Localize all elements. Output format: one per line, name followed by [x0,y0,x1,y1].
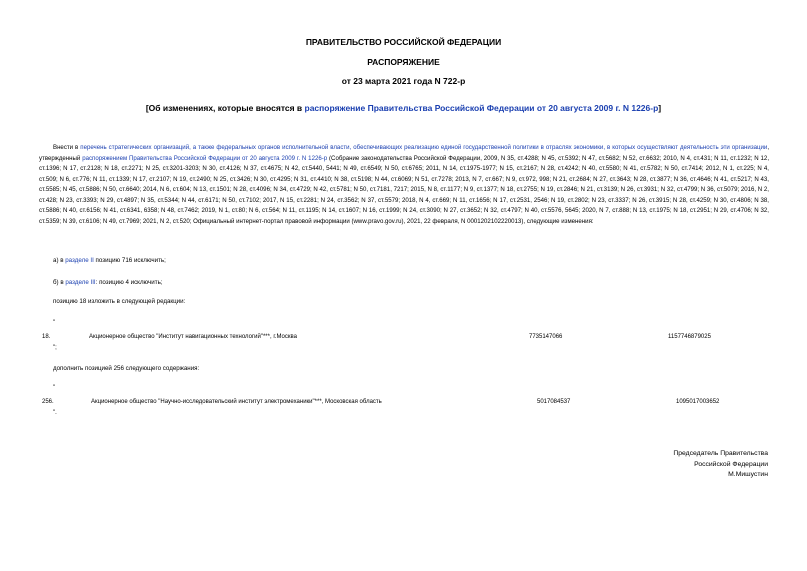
item-position-18: позицию 18 изложить в следующей редакции: [53,298,186,305]
main-text-end: (Собрание законодательства Российской Федерации, 2009, N 35, ст.4288; N 45, ст.5392; N 47, ст.5682; N 52, ст.6632; 2010, N 4, ст.431; N 11, ст.1232; N 12, ст.1396; N 17, ст.2128; N 18, ст.2271; N 25, ст.3201-3203; N 30, ст.4126; N 37, ст.4675; N 42, ст.5440, 5441; N 49, ст.6549; N 50, ст.6765; 2011, N 14, ст.1975-1977; N 15, ст.2167; N 28, ст.4242; N 40, ст.5580; N 41, ст.5782; N 50, ст.7414; 2012, N 1, ст.225; N 4, ст.509; N 6, ст.776; N 11, ст.1339; N 17, ст.2107; N 19, ст.2490; N 25, ст.3426; N 30, ст.4295; N 31, ст.4410; N 38, ст.5198; N 44, ст.6069; N 51, ст.7278; 2013, N 7, ст.667; N 9, ст.972, 998; N 21, ст.2684; N 27, ст.3643; N 28, ст.3877; N 36, ст.4646; N 41, ст.5217; N 43, ст.5585; N 45, ст.5886; N 50, ст.6640; 2014, N 6, ст.604; N 13, ст.1501; N 28, ст.4096; N 34, ст.4729; N 42, ст.5781; N 50, ст.7181, 7217; 2015, N 8, ст.1177; N 9, ст.1377; N 18, ст.2755; N 19, ст.2846; N 21, ст.3139; N 26, ст.3931; N 32, ст.4799; N 36, ст.5079; 2016, N 2, ст.428; N 23, ст.3393; N 29, ст.4897; N 35, ст.5344; N 44, ст.6171; N 50, ст.7102; 2017, N 15, ст.2281; N 24, ст.3562; N 37, ст.5579; 2018, N 4, ст.669; N 11, ст.1656; N 17, ст.2531, 2546; N 19, ст.2802; N 23, ст.3337; N 26, ст.3915; N 28, ст.4259; N 30, ст.4806; N 38, ст.5886; N 40, ст.6156; N 41, ст.6341, 6358; N 48, ст.7462; 2019, N 1, ст.80; N 6, ст.564; N 11, ст.1195; N 14, ст.1607; N 16, ст.1999; N 24, ст.3090; N 27, ст.3652; N 32, ст.4797; N 40, ст.5576, 5645; 2020, N 7, ст.888; N 13, ст.1975; N 18, ст.2951; N 29, ст.4706; N 32, ст.5359; N 39, ст.6106; N 49, ст.7969; 2021, N 2, ст.520; Официальный интернет-портал правовой информации (www.pravo.gov.ru), 2021, 22 февраля, N 0001202102220013), следующие изменения: [39,154,770,225]
item-b: б) в разделе III: позицию 4 исключить; [53,279,163,286]
quote-close: "; [53,345,57,351]
row18-ogrn: 1157746879025 [668,334,711,340]
main-text-mid: , утвержденный [39,144,770,162]
government-title: ПРАВИТЕЛЬСТВО РОССИЙСКОЙ ФЕДЕРАЦИИ [305,37,502,47]
item-a: а) в разделе II позицию 716 исключить; [53,257,166,264]
row256-name: Акционерное общество "Научно-исследовательский институт электромеханики"***, Московская область [91,399,382,405]
signature-block [673,449,768,481]
subtitle-suffix: ] [658,103,662,113]
row18-number: 18. [42,334,51,340]
signature-title: Председатель Правительства [673,450,768,457]
signature-name: М.Мишустин [728,471,768,478]
main-text-start: Внести в [53,144,81,151]
row256-inn: 5017084537 [537,399,571,405]
quote-open-2: " [53,385,56,391]
quote-close-2: ". [53,410,57,416]
subtitle-link[interactable]: распоряжение Правительства Российской Федерации от 20 августа 2009 г. N 1226-р [304,103,659,113]
main-paragraph [39,143,769,227]
decree-link[interactable]: распоряжением Правительства Российской Федерации от 20 августа 2009 г. N 1226-р [82,154,328,162]
row256-ogrn: 1095017003652 [676,399,720,405]
signature-country: Российской Федерации [694,460,768,468]
document-type: РАСПОРЯЖЕНИЕ [367,57,440,67]
section-3-link[interactable]: разделе III [65,279,96,286]
document-date-number: от 23 марта 2021 года N 722-р [341,76,466,86]
item-add-256: дополнить позицией 256 следующего содержания: [53,365,200,372]
row256-number: 256. [42,399,54,405]
quote-open: " [53,320,56,326]
document-subtitle [0,103,807,113]
section-2-link[interactable]: разделе II [65,257,94,264]
subtitle-prefix: [Об изменениях, которые вносятся в [145,103,305,113]
row18-inn: 7735147066 [529,334,563,340]
strategic-list-link[interactable]: перечень стратегических организаций, а также федеральных органов исполнительной власти, обеспечивающих реализацию единой государственной политики в отраслях экономики, в которых осуществляют деятельность эти организации [80,144,768,151]
row18-name: Акционерное общество "Институт навигационных технологий"***, г.Москва [89,334,297,340]
